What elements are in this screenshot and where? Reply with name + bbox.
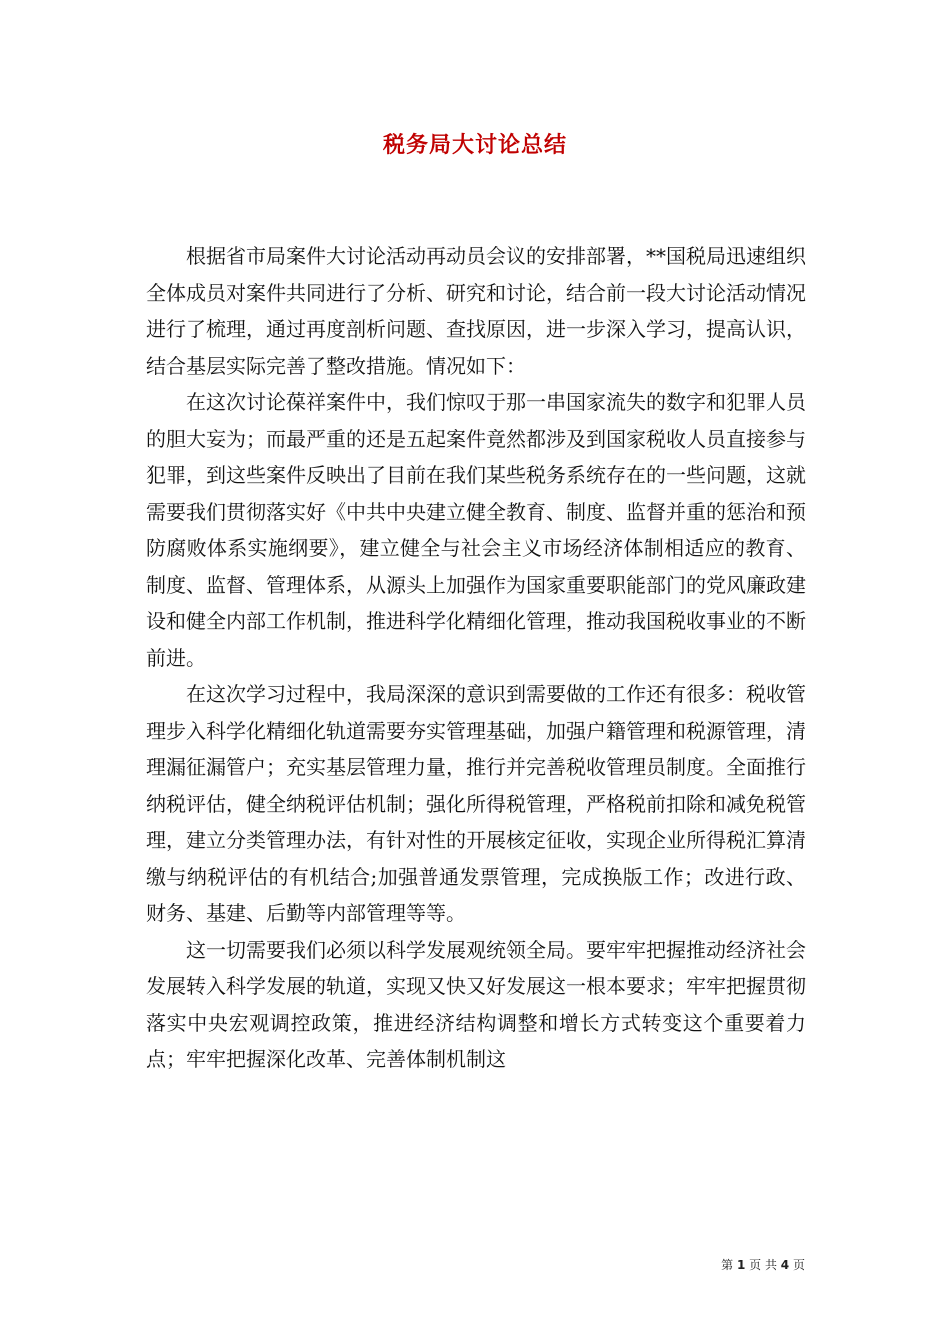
footer-page-number: 1 <box>736 1258 746 1272</box>
footer-suffix: 页 <box>792 1258 805 1272</box>
document-title: 税务局大讨论总结 <box>382 132 567 158</box>
footer-prefix: 第 <box>721 1258 734 1272</box>
footer-total-pages: 4 <box>780 1258 790 1272</box>
page-footer <box>721 1256 805 1273</box>
document-body <box>146 238 806 1078</box>
paragraph-3: 在这次学习过程中，我局深深的意识到需要做的工作还有很多：税收管理步入科学化精细化轨道需要夯实管理基础，加强户籍管理和税源管理，清理漏征漏管户；充实基层管理力量，推行并完善税收管理员制度。全面推行纳税评估，健全纳税评估机制；强化所得税管理，严格税前扣除和减免税管理，建立分类管理办法，有针对性的开展核定征收，实现企业所得税汇算清缴与纳税评估的有机结合;加强普通发票管理，完成换版工作；改进行政、财务、基建、后勤等内部管理等等。 <box>146 682 806 925</box>
paragraph-4: 这一切需要我们必须以科学发展观统领全局。要牢牢把握推动经济社会发展转入科学发展的轨道，实现又快又好发展这一根本要求；牢牢把握贯彻落实中央宏观调控政策，推进经济结构调整和增长方式转变这个重要着力点；牢牢把握深化改革、完善体制机制这 <box>146 937 806 1071</box>
paragraph-2: 在这次讨论葆祥案件中，我们惊叹于那一串国家流失的数字和犯罪人员的胆大妄为；而最严重的还是五起案件竟然都涉及到国家税收人员直接参与犯罪，到这些案件反映出了目前在我们某些税务系统存在的一些问题，这就需要我们贯彻落实好《中共中央建立健全教育、制度、监督并重的惩治和预防腐败体系实施纲要》，建立健全与社会主义市场经济体制相适应的教育、制度、监督、管理体系，从源头上加强作为国家重要职能部门的党风廉政建设和健全内部工作机制，推进科学化精细化管理，推动我国税收事业的不断前进。 <box>146 390 806 670</box>
paragraph-1: 根据省市局案件大讨论活动再动员会议的安排部署，**国税局迅速组织全体成员对案件共同进行了分析、研究和讨论，结合前一段大讨论活动情况进行了梳理，通过再度剖析问题、查找原因，进一步深入学习，提高认识，结合基层实际完善了整改措施。情况如下： <box>146 244 806 378</box>
footer-middle: 页 共 <box>749 1258 777 1272</box>
